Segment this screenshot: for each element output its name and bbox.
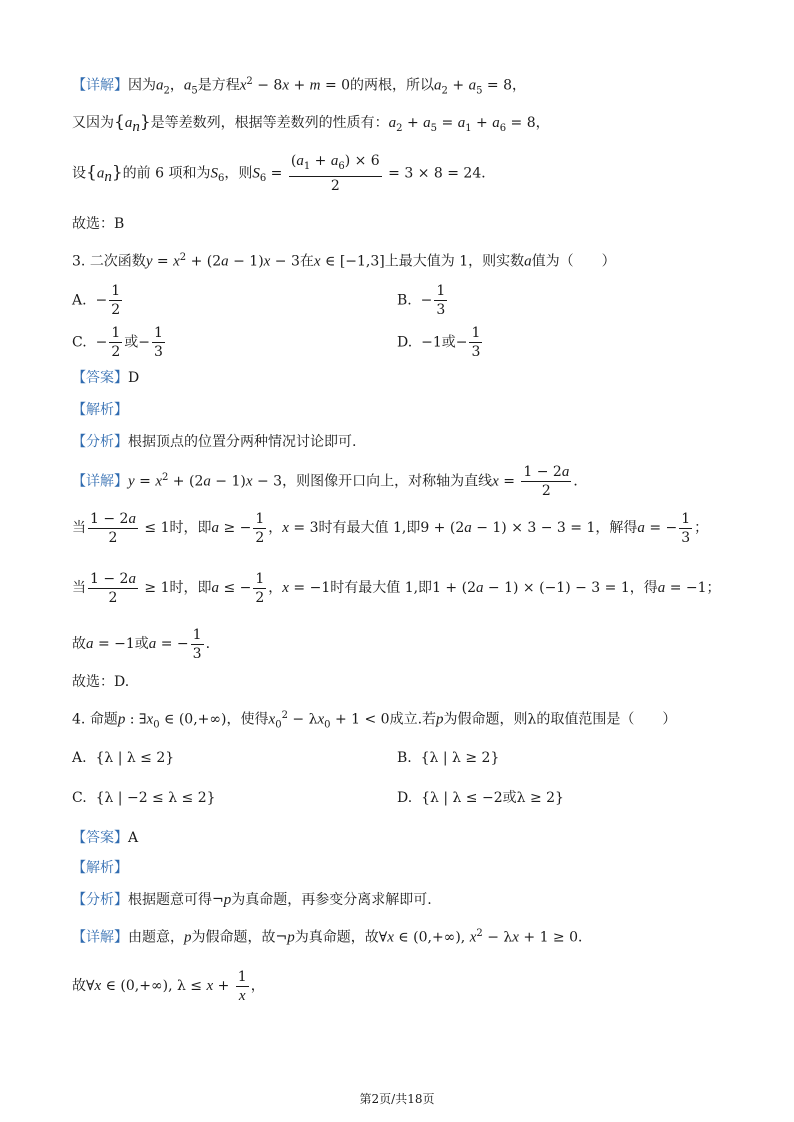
- q3-option-b: B. − $\frac{1}{3}$: [397, 283, 446, 318]
- q3-case-2: 当 $\frac{1 - 2a}{2}$ ≥ 1时，即a ≤ − $\frac{1}{2}$ ，x = −1时有最大值 1,即1 + (2a − 1) × (−1) − 3 = 1，得a = −1；: [72, 570, 721, 606]
- q3-detail-line-1: 【详解】$y = x^2 + (2a - 1)x - 3$，则图像开口向上，对称轴为直线x = $\frac{1 - 2a}{2}$ ．: [72, 464, 588, 500]
- q4-stem: 4. 命题p : $\exists x_0$ ∈ (0,+∞)，使得$x_0^2 - \lambda x_0 + 1 < 0$成立.若p为假命题，则λ的取值范围是（ ）: [72, 710, 677, 731]
- q4-detail-line-2: 故∀x ∈ (0,+∞), λ ≤ x + $\frac{1}{x}$ ，: [72, 968, 265, 1004]
- detail-tag: 【详解】: [72, 77, 128, 94]
- q3-option-a: A. − $\frac{1}{2}$: [72, 283, 121, 318]
- q3-case-1: 当 $\frac{1 - 2a}{2}$ ≤ 1时，即a ≥ − $\frac{1}{2}$ ，x = 3时有最大值 1,即9 + (2a − 1) × 3 − 3 = 1，解得a = − $\frac{1}{3}$ ；: [72, 510, 709, 546]
- page-footer: 第2页/共18页: [359, 1092, 435, 1106]
- q4-number: 4.: [72, 711, 86, 728]
- q3-option-c: C. − $\frac{1}{2}$ 或− $\frac{1}{3}$: [72, 325, 163, 360]
- sum-fraction: $\frac{(a_1 + a_6) \times 6}{2}$: [290, 153, 380, 194]
- answer-tag: 【答案】: [72, 370, 128, 386]
- q4-outline: 【分析】根据题意可得¬p为真命题，再参变分离求解即可.: [72, 892, 432, 908]
- q4-option-d: D. {λ | λ ≤ −2或λ ≥ 2}: [397, 790, 564, 806]
- q3-answer: 【答案】D: [72, 370, 140, 386]
- q4-option-b: B. {λ | λ ≥ 2}: [397, 750, 500, 766]
- q3-option-d: D. −1或− $\frac{1}{3}$: [397, 325, 481, 360]
- q3-choose: 故选：D.: [72, 674, 130, 690]
- q4-detail-line-1: 【详解】由题意，p为假命题，故¬p为真命题，故∀x ∈ (0,+∞), $x^2 - \lambda x + 1 \ge 0$．: [72, 928, 593, 946]
- q3-outline: 【分析】根据顶点的位置分两种情况讨论即可.: [72, 434, 357, 450]
- q4-option-a: A. {λ | λ ≤ 2}: [72, 750, 175, 766]
- q2-detail-line-3: 设$\{a_n\}$的前 6 项和为$S_6$，则$S_6$ = $\frac{(a_1 + a_6) \times 6}{2}$ = 3 × 8 = 24．: [72, 153, 496, 194]
- q2-choose: 故选：B: [72, 216, 125, 232]
- q3-conclusion: 故a = −1或a = − $\frac{1}{3}$ .: [72, 626, 211, 662]
- q3-number: 3.: [72, 253, 86, 270]
- q2-detail-line-1: 【详解】因为$a_2$，$a_5$是方程$x^2 - 8x + m = 0$的两根，所以$a_2 + a_5 = 8$，: [72, 76, 526, 97]
- q4-analysis-tag: 【解析】: [72, 860, 128, 876]
- q3-stem: 3. 二次函数$y = x^2 + (2a - 1)x - 3$在x ∈ [−1,3]上最大值为 1，则实数a值为（ ）: [72, 252, 616, 270]
- q4-answer: 【答案】A: [72, 830, 139, 846]
- q3-analysis-tag: 【解析】: [72, 402, 128, 418]
- q4-option-c: C. {λ | −2 ≤ λ ≤ 2}: [72, 790, 216, 806]
- q2-detail-line-2: 又因为$\{a_n\}$是等差数列，根据等差数列的性质有：$a_2 + a_5 = a_1 + a_6 = 8$，: [72, 112, 550, 135]
